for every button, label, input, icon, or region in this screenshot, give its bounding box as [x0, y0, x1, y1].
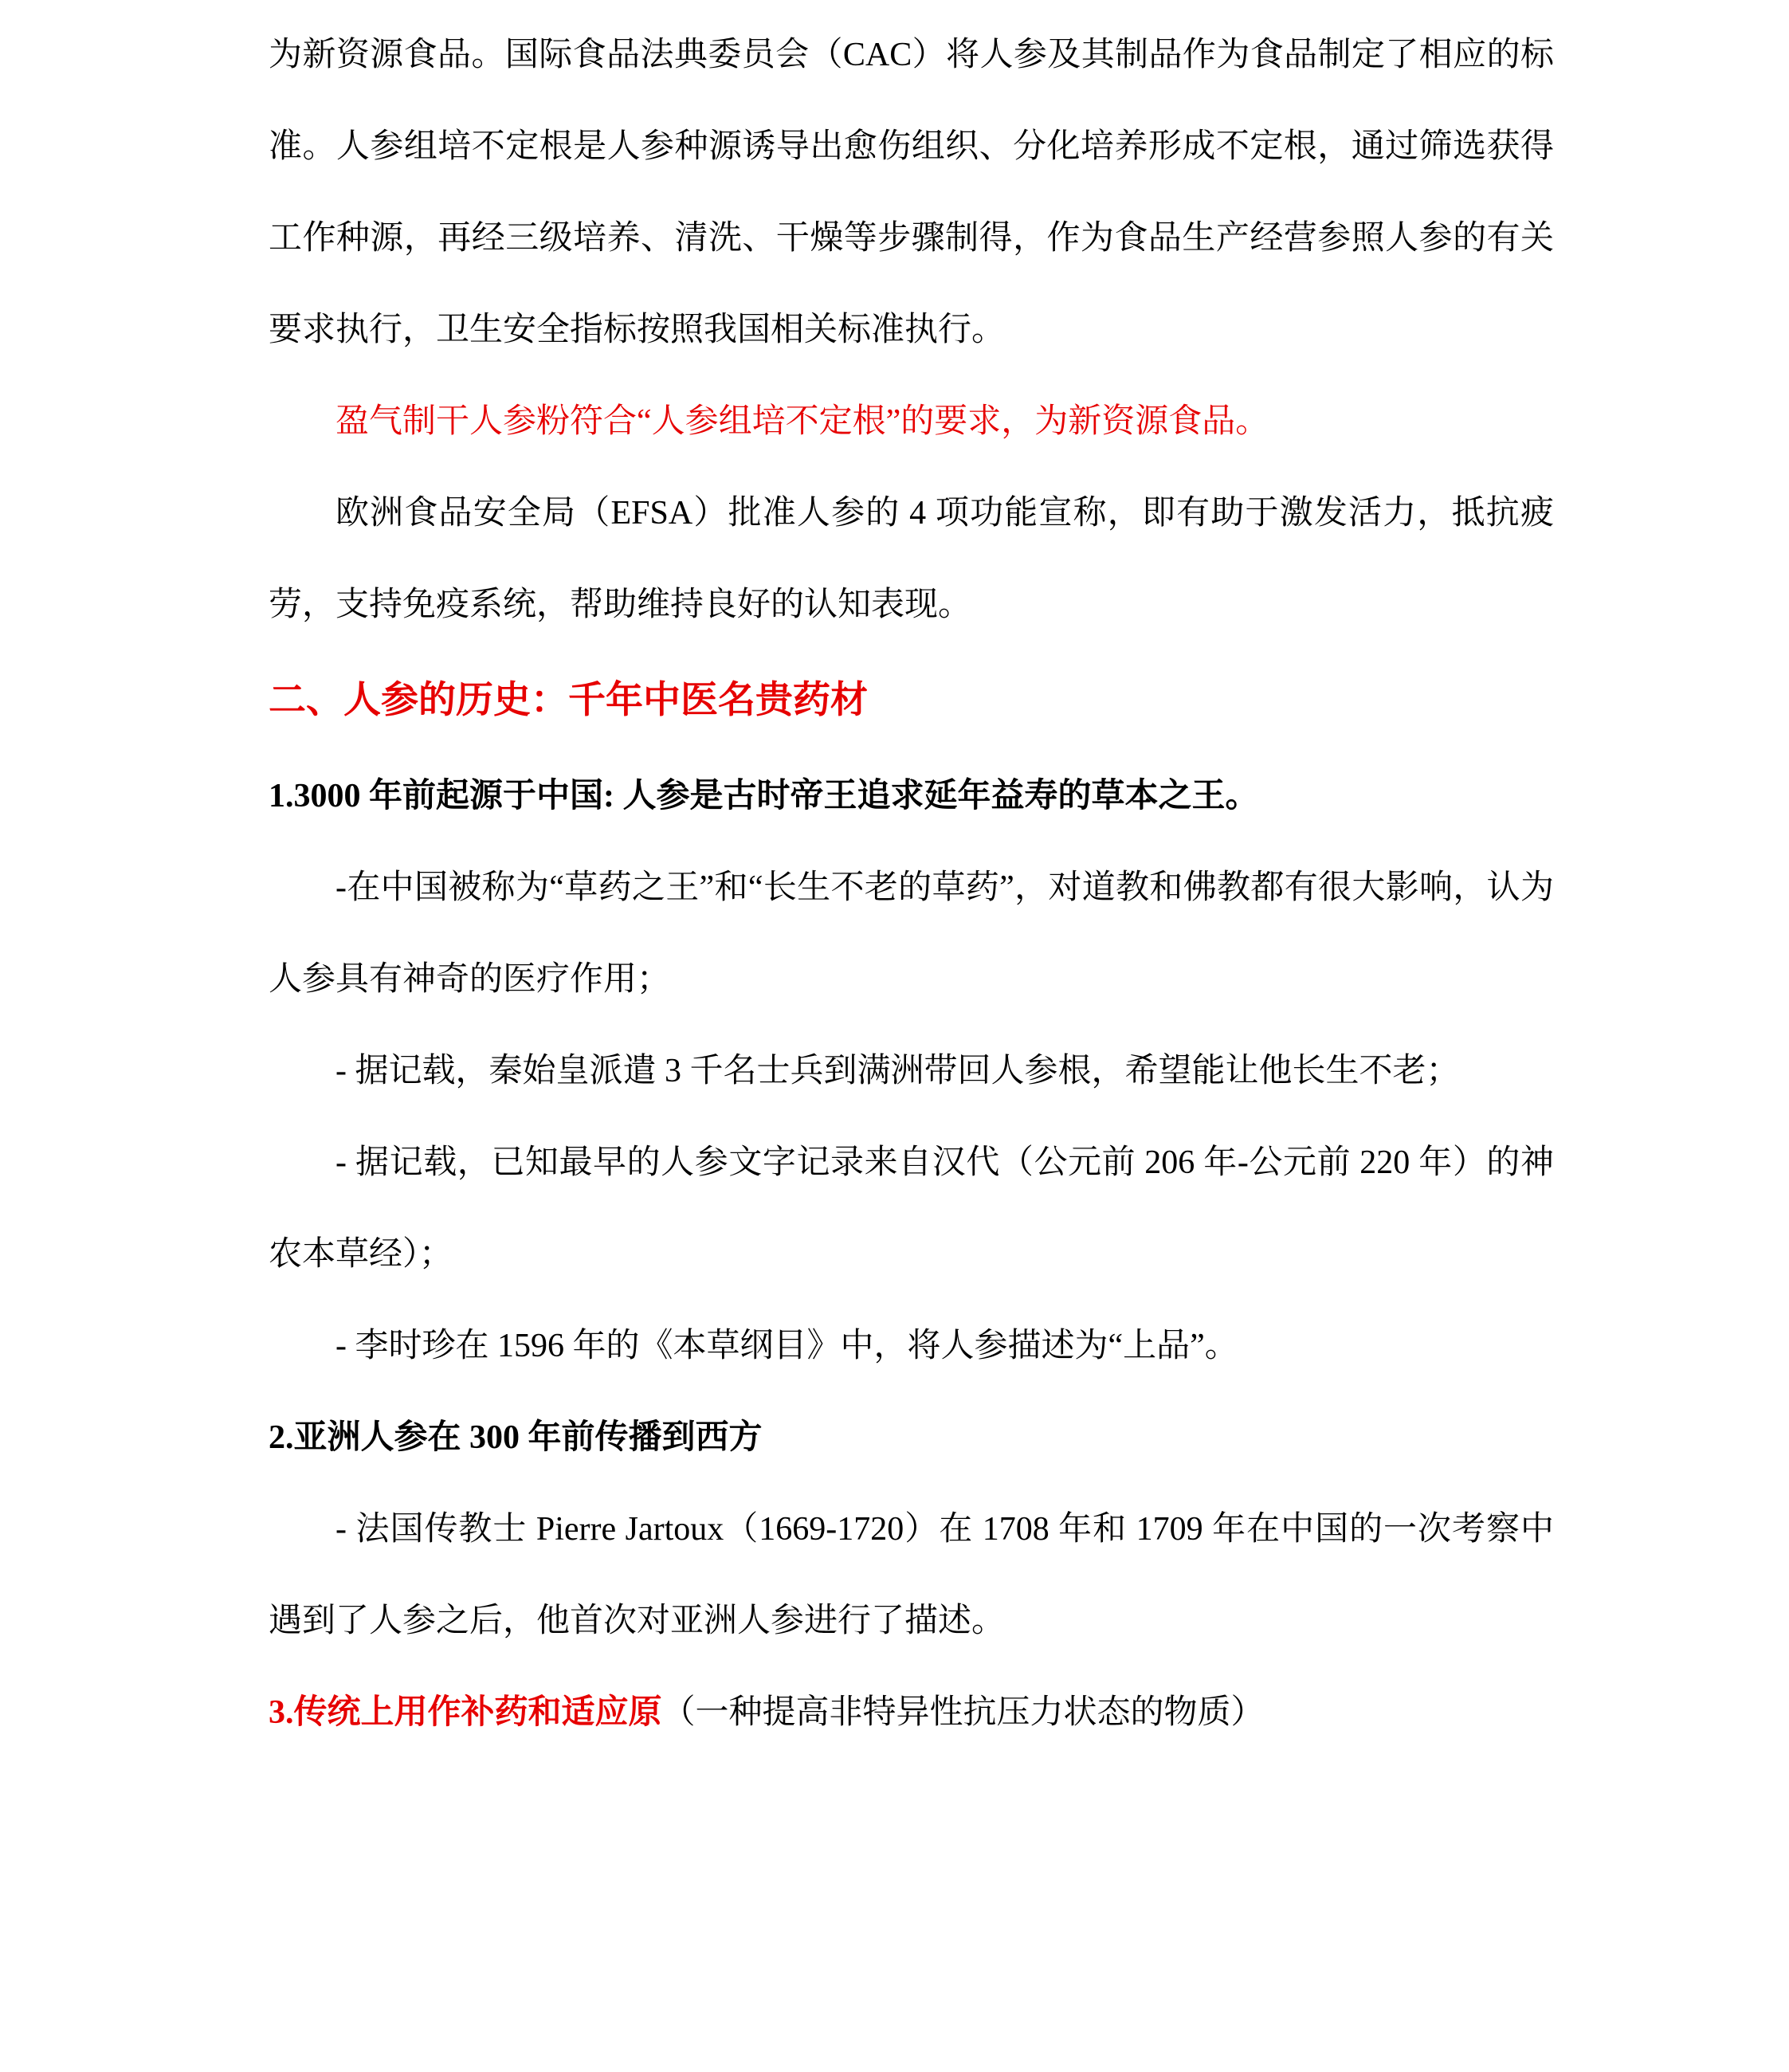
paragraph-cac-standard: 为新资源食品。国际食品法典委员会（CAC）将人参及其制品作为食品制定了相应的标准。人参组培不定根是人参种源诱导出愈伤组织、分化培养形成不定根，通过筛选获得工作种源，再经三级培养、清洗、干燥等步骤制得，作为食品生产经营参照人参的有关要求执行，卫生安全指标按照我国相关标准执行。 — [269, 37, 1554, 348]
subheading-spread-west: 2.亚洲人参在 300 年前传播到西方 — [269, 1419, 763, 1456]
paragraph-li-shizhen: - 李时珍在 1596 年的《本草纲目》中，将人参描述为“上品”。 — [335, 1328, 1238, 1364]
paragraph-han-dynasty-record: - 据记载，已知最早的人参文字记录来自汉代（公元前 206 年-公元前 220 年）的神农本草经）； — [269, 1144, 1554, 1273]
paragraph-qin-shihuang: - 据记载，秦始皇派遣 3 千名士兵到满洲带回人参根，希望能让他长生不老； — [335, 1053, 1460, 1089]
paragraph-king-of-herbs: -在中国被称为“草药之王”和“长生不老的草药”，对道教和佛教都有很大影响，认为人参具有神奇的医疗作用； — [269, 869, 1554, 998]
adaptogen-red-label: 3.传统上用作补药和适应原 — [269, 1694, 662, 1731]
paragraph-pierre-jartoux: - 法国传教士 Pierre Jartoux（1669-1720）在 1708 年和 1709 年在中国的一次考察中遇到了人参之后，他首次对亚洲人参进行了描述。 — [269, 1511, 1554, 1639]
section-heading-history: 二、人参的历史：千年中医名贵药材 — [269, 680, 868, 721]
adaptogen-note: （一种提高非特异性抗压力状态的物质） — [661, 1694, 1265, 1731]
paragraph-yingqi-claim: 盈气制干人参粉符合“人参组培不定根”的要求，为新资源食品。 — [335, 403, 1269, 440]
paragraph-adaptogen — [269, 1667, 1554, 1759]
paragraph-efsa-claims: 欧洲食品安全局（EFSA）批准人参的 4 项功能宣称，即有助于激发活力，抵抗疲劳，支持免疫系统，帮助维持良好的认知表现。 — [269, 495, 1554, 623]
subheading-origin-china: 1.3000 年前起源于中国: 人参是古时帝王追求延年益寿的草本之王。 — [269, 778, 1259, 814]
